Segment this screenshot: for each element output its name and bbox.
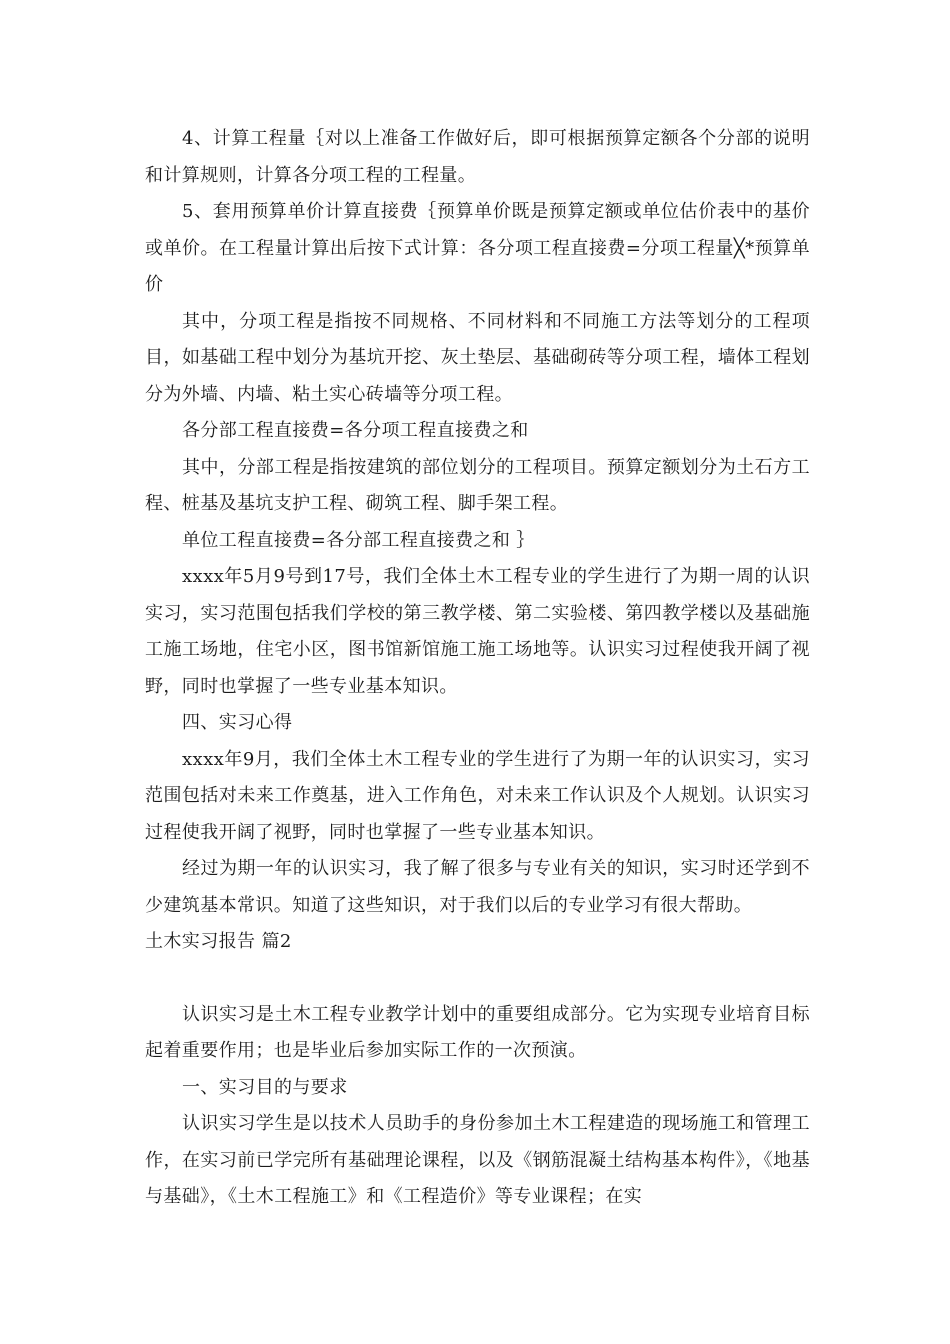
paragraph-step-4: 4、计算工程量｛对以上准备工作做好后，即可根据预算定额各个分部的说明和计算规则，计算各分项工程的工程量。 xyxy=(145,128,810,186)
paragraph-unit-cost-formula: 单位工程直接费=各分部工程直接费之和 ｝ xyxy=(182,529,535,551)
paragraph-internship-year: xxxx年9月，我们全体土木工程专业的学生进行了为期一年的认识实习，实习范围包括对未来工作奠基，进入工作角色，对未来工作认识及个人规划。认识实习过程使我开阔了视野，同时也掌握了一些专业基本知识。 xyxy=(145,748,810,843)
heading-internship-reflection: 四、实习心得 xyxy=(182,712,293,733)
section-heading: 土木实习报告 篇2 xyxy=(145,931,292,952)
paragraph-intro: 认识实习是土木工程专业教学计划中的重要组成部分。它为实现专业培育目标起着重要作用；也是毕业后参加实际工作的一次预演。 xyxy=(145,1003,810,1061)
paragraph-step-5: 5、套用预算单价计算直接费｛预算单价既是预算定额或单位估价表中的基价或单价。在工程量计算出后按下式计算：各分项工程直接费=分项工程量╳*预算单价 xyxy=(145,201,810,295)
paragraph-internship-summary: 经过为期一年的认识实习，我了解了很多与专业有关的知识，实习时还学到不少建筑基本常识。知道了这些知识，对于我们以后的专业学习有很大帮助。 xyxy=(145,858,810,916)
heading-purpose-requirements: 一、实习目的与要求 xyxy=(182,1076,348,1098)
paragraph-subitem-definition: 其中，分项工程是指按不同规格、不同材料和不同施工方法等划分的工程项目，如基础工程中划分为基坑开挖、灰土垫层、基础砌砖等分项工程，墙体工程划分为外墙、内墙、粘土实心砖墙等分项工程。 xyxy=(145,310,810,405)
paragraph-internship-week: xxxx年5月9号到17号，我们全体土木工程专业的学生进行了为期一周的认识实习，实习范围包括我们学校的第三教学楼、第二实验楼、第四教学楼以及基础施工施工场地，住宅小区，图书馆新馆施工施工场地等。认识实习过程使我开阔了视野，同时也掌握了一些专业基本知识。 xyxy=(145,566,810,697)
paragraph-purpose-detail: 认识实习学生是以技术人员助手的身份参加土木工程建造的现场施工和管理工作，在实习前已学完所有基础理论课程，以及《钢筋混凝土结构基本构件》，《地基与基础》，《土木工程施工》和《工程造价》等专业课程；在实 xyxy=(145,1113,810,1207)
section-spacer xyxy=(145,961,810,997)
paragraph-division-cost-formula: 各分部工程直接费=各分项工程直接费之和 xyxy=(182,420,529,441)
document-page xyxy=(145,121,810,1216)
paragraph-division-definition: 其中，分部工程是指按建筑的部位划分的工程项目。预算定额划分为土石方工程、桩基及基坑支护工程、砌筑工程、脚手架工程。 xyxy=(145,456,810,514)
